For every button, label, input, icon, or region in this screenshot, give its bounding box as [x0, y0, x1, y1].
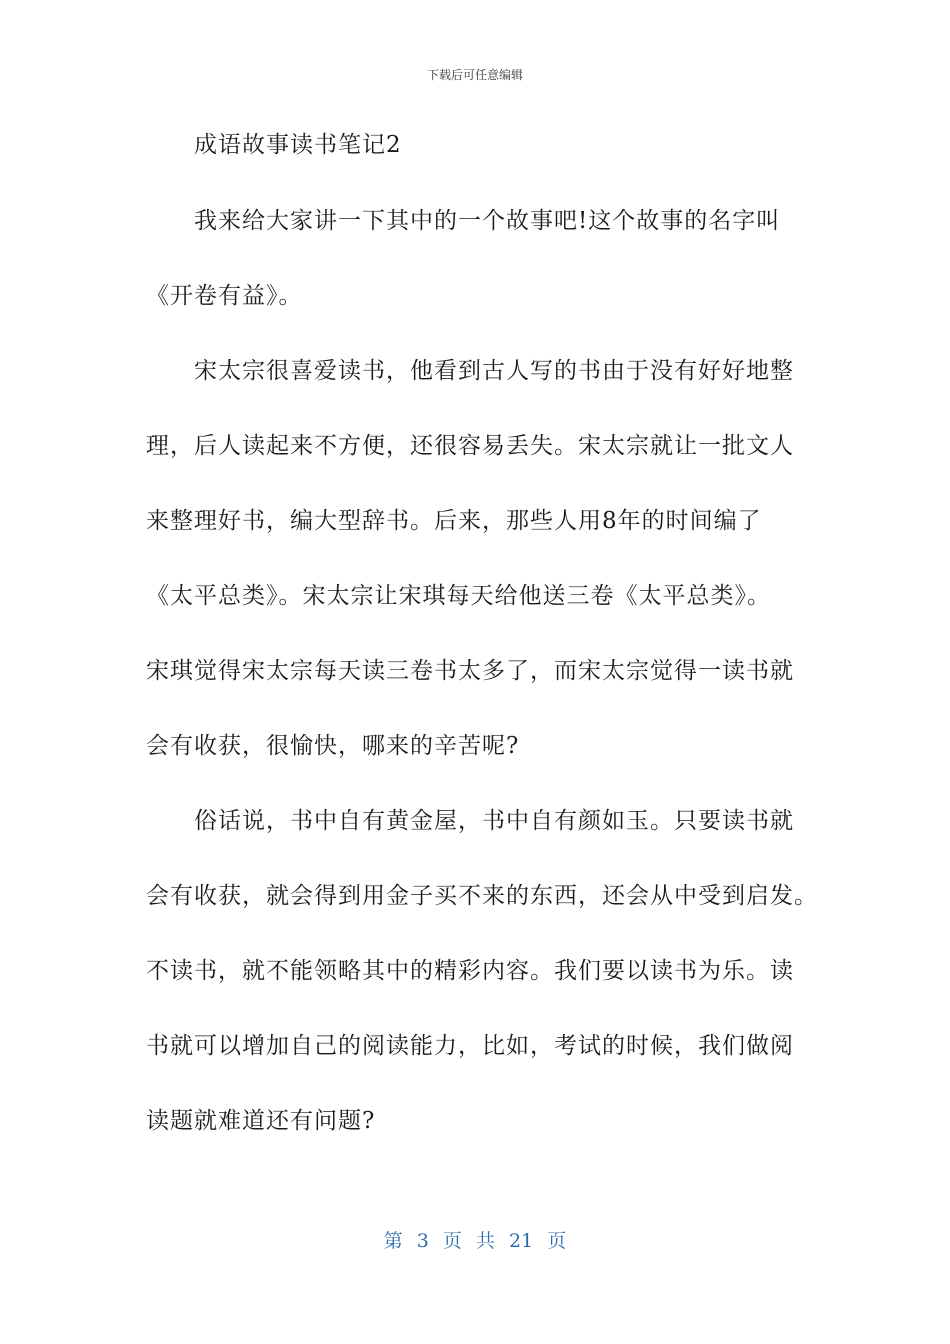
- paragraph-line: 读题就难道还有问题?: [146, 1108, 376, 1134]
- paragraph-line: 宋太宗很喜爱读书，他看到古人写的书由于没有好好地整: [194, 358, 794, 384]
- paragraph-line: 来整理好书，编大型辞书。后来，那些人用8年的时间编了: [146, 508, 762, 534]
- header-note: 下载后可任意编辑: [426, 68, 523, 82]
- doc-title: 成语故事读书笔记2: [194, 132, 402, 158]
- paragraph-line: 《太平总类》。宋太宗让宋琪每天给他送三卷《太平总类》。: [146, 583, 771, 609]
- paragraph-line: 会有收获，很愉快，哪来的辛苦呢?: [146, 733, 520, 759]
- paragraph-line: 宋琪觉得宋太宗每天读三卷书太多了，而宋太宗觉得一读书就: [146, 658, 794, 684]
- paragraph-line: 会有收获，就会得到用金子买不来的东西，还会从中受到启发。: [146, 883, 818, 909]
- page-number-footer: 第 3 页 共 21 页: [383, 1230, 567, 1252]
- paragraph-line: 书就可以增加自己的阅读能力，比如，考试的时候，我们做阅: [146, 1033, 794, 1059]
- paragraph-line: 俗话说，书中自有黄金屋，书中自有颜如玉。只要读书就: [194, 808, 794, 834]
- paragraph-line: 《开卷有益》。: [146, 283, 303, 309]
- paragraph-line: 不读书，就不能领略其中的精彩内容。我们要以读书为乐。读: [146, 958, 794, 984]
- paragraph-line: 我来给大家讲一下其中的一个故事吧!这个故事的名字叫: [194, 208, 781, 234]
- paragraph-line: 理，后人读起来不方便，还很容易丢失。宋太宗就让一批文人: [146, 433, 794, 459]
